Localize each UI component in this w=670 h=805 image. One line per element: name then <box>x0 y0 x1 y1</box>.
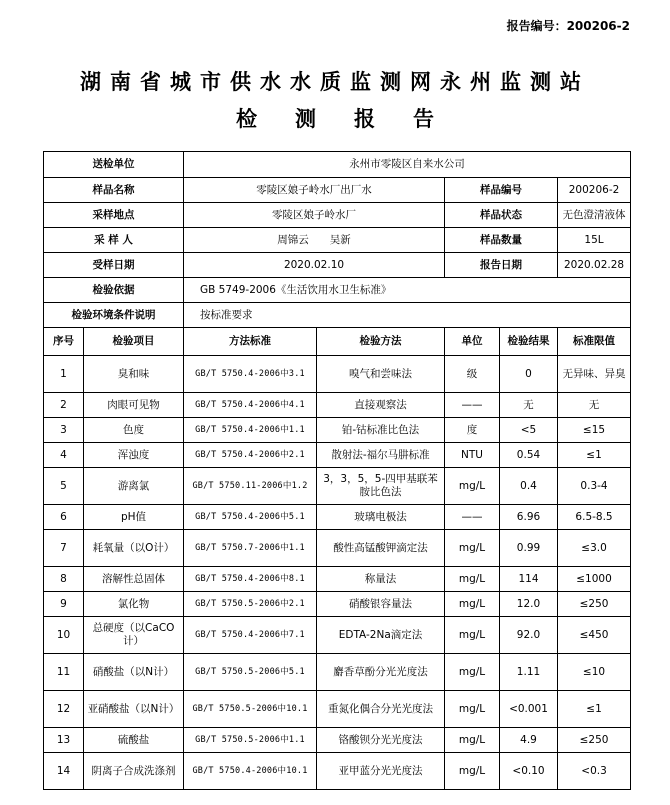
cell-no: 4 <box>44 443 84 468</box>
cell-method: 重氮化偶合分光光度法 <box>317 691 445 728</box>
table-row <box>44 530 631 567</box>
cell-item: 色度 <box>84 418 184 443</box>
report-date-value: 2020.02.28 <box>558 253 631 278</box>
env-label: 检验环境条件说明 <box>44 303 184 328</box>
cell-result: 无 <box>500 393 558 418</box>
cell-item: 亚硝酸盐（以N计） <box>84 691 184 728</box>
cell-no: 14 <box>44 753 84 790</box>
cell-limit: ≤250 <box>558 728 631 753</box>
cell-std: GB/T 5750.4-2006中8.1 <box>184 567 317 592</box>
report-number: 报告编号：200206-2 <box>506 19 630 33</box>
cell-limit: ≤1 <box>558 691 631 728</box>
cell-item: 浑浊度 <box>84 443 184 468</box>
cell-unit: mg/L <box>445 592 500 617</box>
table-row <box>44 356 631 393</box>
header-result: 检验结果 <box>500 328 558 356</box>
quantity-label: 样品数量 <box>445 228 558 253</box>
info-row-sampler <box>44 228 631 253</box>
cell-no: 11 <box>44 654 84 691</box>
env-value: 按标准要求 <box>184 303 631 328</box>
cell-method: 散射法-福尔马肼标准 <box>317 443 445 468</box>
location-value: 零陵区娘子岭水厂 <box>184 203 445 228</box>
cell-method: 铬酸钡分光光度法 <box>317 728 445 753</box>
cell-item: 臭和味 <box>84 356 184 393</box>
table-row <box>44 567 631 592</box>
location-label: 采样地点 <box>44 203 184 228</box>
cell-result: <5 <box>500 418 558 443</box>
cell-std: GB/T 5750.7-2006中1.1 <box>184 530 317 567</box>
cell-no: 3 <box>44 418 84 443</box>
sample-no-value: 200206-2 <box>558 178 631 203</box>
table-row <box>44 617 631 654</box>
cell-result: 92.0 <box>500 617 558 654</box>
cell-std: GB/T 5750.4-2006中2.1 <box>184 443 317 468</box>
cell-method: 亚甲蓝分光光度法 <box>317 753 445 790</box>
cell-no: 13 <box>44 728 84 753</box>
table-row <box>44 443 631 468</box>
cell-item: 耗氧量（以O计） <box>84 530 184 567</box>
cell-std: GB/T 5750.5-2006中5.1 <box>184 654 317 691</box>
cell-std: GB/T 5750.5-2006中10.1 <box>184 691 317 728</box>
sender-label: 送检单位 <box>44 152 184 178</box>
cell-std: GB/T 5750.4-2006中3.1 <box>184 356 317 393</box>
cell-limit: ≤10 <box>558 654 631 691</box>
info-row-dates <box>44 253 631 278</box>
table-row <box>44 393 631 418</box>
sampler-value: 周锦云 吴新 <box>184 228 445 253</box>
cell-limit: ≤3.0 <box>558 530 631 567</box>
header-limit: 标准限值 <box>558 328 631 356</box>
cell-limit: ≤1000 <box>558 567 631 592</box>
cell-unit: mg/L <box>445 617 500 654</box>
cell-result: 0.99 <box>500 530 558 567</box>
table-row <box>44 418 631 443</box>
cell-no: 9 <box>44 592 84 617</box>
cell-item: 氯化物 <box>84 592 184 617</box>
table-row <box>44 654 631 691</box>
cell-limit: ≤15 <box>558 418 631 443</box>
header-method: 检验方法 <box>317 328 445 356</box>
quantity-value: 15L <box>558 228 631 253</box>
cell-std: GB/T 5750.4-2006中7.1 <box>184 617 317 654</box>
cell-limit: ≤450 <box>558 617 631 654</box>
cell-limit: 6.5-8.5 <box>558 505 631 530</box>
cell-std: GB/T 5750.5-2006中2.1 <box>184 592 317 617</box>
table-row <box>44 753 631 790</box>
header-no: 序号 <box>44 328 84 356</box>
cell-unit: mg/L <box>445 530 500 567</box>
cell-result: <0.001 <box>500 691 558 728</box>
cell-limit: <0.3 <box>558 753 631 790</box>
report-table <box>43 151 631 790</box>
cell-result: 114 <box>500 567 558 592</box>
received-label: 受样日期 <box>44 253 184 278</box>
cell-limit: 无 <box>558 393 631 418</box>
header-unit: 单位 <box>445 328 500 356</box>
cell-limit: ≤250 <box>558 592 631 617</box>
cell-item: 阴离子合成洗涤剂 <box>84 753 184 790</box>
cell-result: 0.4 <box>500 468 558 505</box>
cell-no: 2 <box>44 393 84 418</box>
cell-no: 5 <box>44 468 84 505</box>
cell-result: 1.11 <box>500 654 558 691</box>
header-item: 检验项目 <box>84 328 184 356</box>
report-title: 湖南省城市供水水质监测网永州监测站 <box>80 69 590 94</box>
info-row-env <box>44 303 631 328</box>
cell-item: 溶解性总固体 <box>84 567 184 592</box>
cell-no: 8 <box>44 567 84 592</box>
cell-unit: mg/L <box>445 753 500 790</box>
cell-method: EDTA-2Na滴定法 <box>317 617 445 654</box>
table-row <box>44 691 631 728</box>
cell-limit: ≤1 <box>558 443 631 468</box>
report-subtitle: 检测报告 <box>236 106 472 131</box>
cell-no: 7 <box>44 530 84 567</box>
cell-method: 酸性高锰酸钾滴定法 <box>317 530 445 567</box>
cell-unit: NTU <box>445 443 500 468</box>
basis-label: 检验依据 <box>44 278 184 303</box>
cell-item: 游离氯 <box>84 468 184 505</box>
cell-std: GB/T 5750.11-2006中1.2 <box>184 468 317 505</box>
cell-method: 嗅气和尝味法 <box>317 356 445 393</box>
cell-limit: 0.3-4 <box>558 468 631 505</box>
cell-method: 硝酸银容量法 <box>317 592 445 617</box>
cell-limit: 无异味、异臭 <box>558 356 631 393</box>
cell-unit: 度 <box>445 418 500 443</box>
sender-value: 永州市零陵区自来水公司 <box>184 152 631 178</box>
cell-no: 12 <box>44 691 84 728</box>
cell-result: 0.54 <box>500 443 558 468</box>
report-date-label: 报告日期 <box>445 253 558 278</box>
cell-std: GB/T 5750.4-2006中5.1 <box>184 505 317 530</box>
info-row-sender <box>44 152 631 178</box>
state-value: 无色澄清液体 <box>558 203 631 228</box>
cell-unit: —— <box>445 505 500 530</box>
cell-no: 6 <box>44 505 84 530</box>
cell-method: 3，3，5，5-四甲基联苯胺比色法 <box>317 468 445 505</box>
cell-result: 12.0 <box>500 592 558 617</box>
info-row-sample <box>44 178 631 203</box>
cell-method: 直接观察法 <box>317 393 445 418</box>
cell-item: 总硬度（以CaCO计） <box>84 617 184 654</box>
cell-item: 硫酸盐 <box>84 728 184 753</box>
cell-method: 铂-钴标准比色法 <box>317 418 445 443</box>
cell-unit: mg/L <box>445 691 500 728</box>
cell-method: 玻璃电极法 <box>317 505 445 530</box>
cell-result: 0 <box>500 356 558 393</box>
table-row <box>44 505 631 530</box>
info-row-basis <box>44 278 631 303</box>
received-value: 2020.02.10 <box>184 253 445 278</box>
cell-std: GB/T 5750.4-2006中4.1 <box>184 393 317 418</box>
cell-std: GB/T 5750.4-2006中10.1 <box>184 753 317 790</box>
cell-std: GB/T 5750.5-2006中1.1 <box>184 728 317 753</box>
cell-unit: mg/L <box>445 728 500 753</box>
cell-unit: 级 <box>445 356 500 393</box>
sample-name-label: 样品名称 <box>44 178 184 203</box>
sample-name-value: 零陵区娘子岭水厂出厂水 <box>184 178 445 203</box>
table-row <box>44 592 631 617</box>
cell-method: 称量法 <box>317 567 445 592</box>
sampler-label: 采 样 人 <box>44 228 184 253</box>
table-header-row <box>44 328 631 356</box>
table-row <box>44 468 631 505</box>
header-std: 方法标准 <box>184 328 317 356</box>
cell-result: 6.96 <box>500 505 558 530</box>
cell-no: 1 <box>44 356 84 393</box>
cell-item: pH值 <box>84 505 184 530</box>
cell-result: 4.9 <box>500 728 558 753</box>
cell-item: 硝酸盐（以N计） <box>84 654 184 691</box>
cell-unit: mg/L <box>445 567 500 592</box>
cell-method: 麝香草酚分光光度法 <box>317 654 445 691</box>
cell-unit: mg/L <box>445 468 500 505</box>
cell-no: 10 <box>44 617 84 654</box>
cell-std: GB/T 5750.4-2006中1.1 <box>184 418 317 443</box>
sample-no-label: 样品编号 <box>445 178 558 203</box>
basis-value: GB 5749-2006《生活饮用水卫生标准》 <box>184 278 631 303</box>
result-rows <box>44 356 631 790</box>
state-label: 样品状态 <box>445 203 558 228</box>
cell-item: 肉眼可见物 <box>84 393 184 418</box>
table-row <box>44 728 631 753</box>
info-row-location <box>44 203 631 228</box>
cell-result: <0.10 <box>500 753 558 790</box>
cell-unit: mg/L <box>445 654 500 691</box>
cell-unit: —— <box>445 393 500 418</box>
